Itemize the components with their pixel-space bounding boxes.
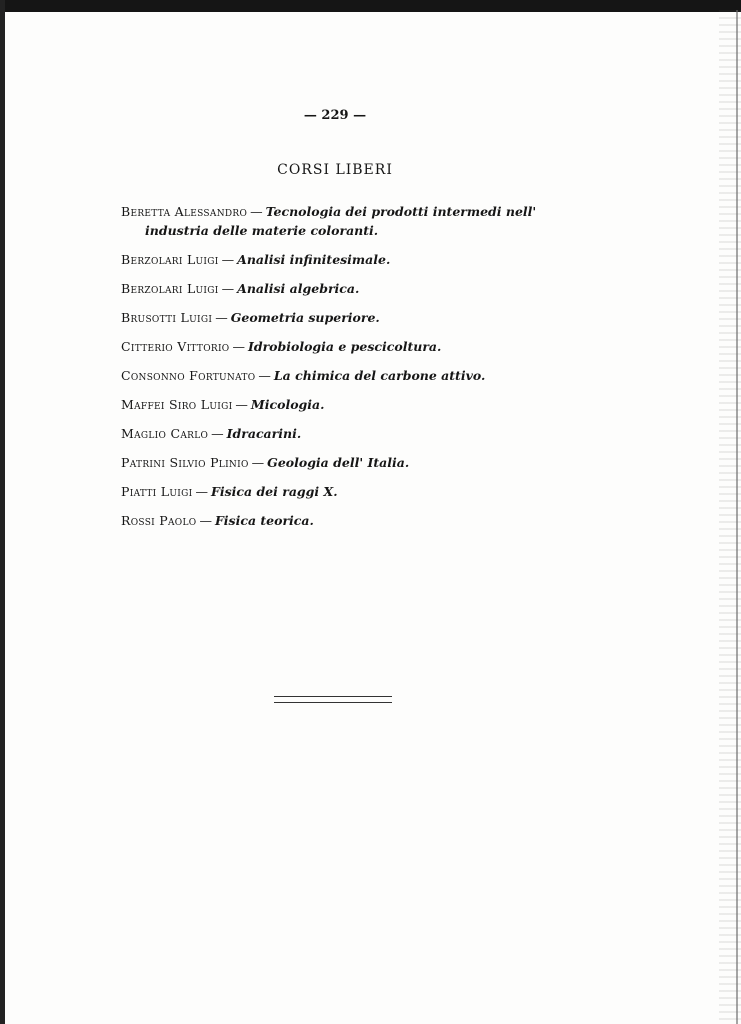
lecturer-name: Berzolari Luigi — [121, 281, 219, 296]
lecturer-name: Patrini Silvio Plinio — [121, 455, 249, 470]
lecturer-name: Rossi Paolo — [121, 513, 197, 528]
section-end-rule — [274, 696, 392, 703]
entry-dash: — — [221, 281, 235, 296]
course-title: Fisica dei raggi X. — [210, 484, 338, 499]
lecturer-name: Berzolari Luigi — [121, 252, 219, 267]
entry-dash: — — [258, 368, 271, 383]
entry-dash: — — [251, 455, 265, 470]
scan-left-border — [0, 0, 5, 1024]
entry-dash: — — [215, 310, 228, 325]
course-entry — [121, 279, 571, 298]
course-entry — [121, 202, 571, 240]
entry-dash: — — [235, 397, 248, 412]
course-entry — [121, 482, 571, 501]
course-list — [121, 202, 571, 540]
lecturer-name: Maglio Carlo — [121, 426, 209, 441]
course-entry — [121, 395, 571, 414]
course-title: Idrobiologia e pescicoltura. — [248, 339, 442, 354]
lecturer-name: Piatti Luigi — [121, 484, 193, 499]
entry-dash: — — [221, 252, 235, 267]
section-title: CORSI LIBERI — [277, 162, 393, 178]
course-title: Geometria superiore. — [230, 310, 380, 325]
course-title: Analisi infinitesimale. — [237, 252, 391, 267]
course-title: Fisica teorica. — [214, 513, 314, 528]
lecturer-name: Citterio Vittorio — [121, 339, 230, 354]
course-title: Micologia. — [250, 397, 325, 412]
course-entry — [121, 453, 571, 472]
scan-top-border — [0, 0, 741, 12]
lecturer-name: Beretta Alessandro — [121, 204, 248, 219]
lecturer-name: Consonno Fortunato — [121, 368, 256, 383]
course-title: La chimica del carbone attivo. — [273, 368, 486, 383]
lecturer-name: Brusotti Luigi — [121, 310, 213, 325]
course-title: Tecnologia dei prodotti intermedi nell' industria delle materie coloranti. — [145, 204, 537, 238]
course-title: Analisi algebrica. — [237, 281, 360, 296]
page-binding-line — [736, 10, 738, 1024]
lecturer-name: Maffei Siro Luigi — [121, 397, 233, 412]
course-entry — [121, 250, 571, 269]
entry-dash: — — [199, 513, 212, 528]
course-title: Geologia dell' Italia. — [267, 455, 410, 470]
entry-dash: — — [211, 426, 224, 441]
page-number: — 229 — — [303, 108, 367, 123]
course-entry — [121, 308, 571, 327]
entry-dash: — — [195, 484, 208, 499]
entry-dash: — — [232, 339, 245, 354]
course-title: Idracarini. — [226, 426, 302, 441]
entry-dash: — — [250, 204, 263, 219]
course-entry — [121, 366, 571, 385]
course-entry — [121, 337, 571, 356]
course-entry — [121, 511, 571, 530]
course-entry — [121, 424, 571, 443]
